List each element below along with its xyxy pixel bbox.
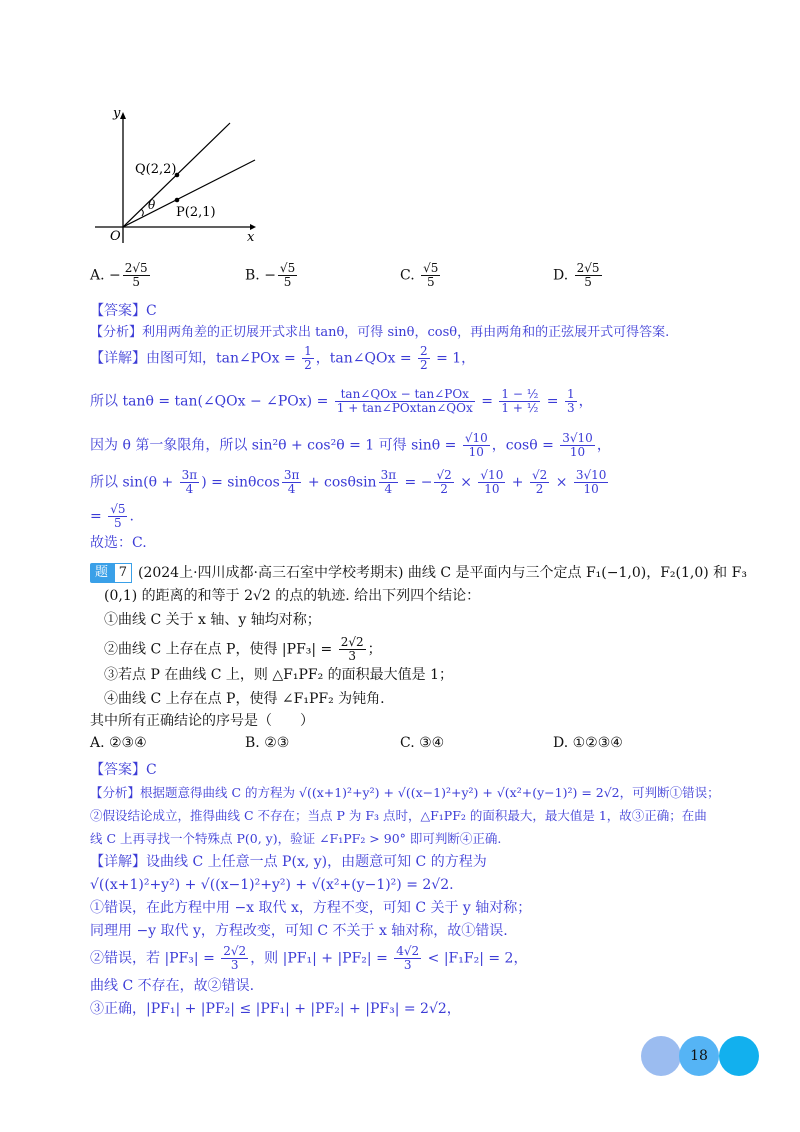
point-p xyxy=(175,198,180,203)
option-b-num: √5 xyxy=(279,261,296,275)
q7-option-b: B. ②③ xyxy=(245,735,290,751)
theta-arc xyxy=(141,209,143,216)
y-axis-arrow xyxy=(120,112,126,119)
option-c-num: √5 xyxy=(423,261,439,275)
option-d-prefix: D. xyxy=(553,267,573,284)
q7-detail-3: ①错误，在此方程中用 −x 取代 x，方程不变，可知 C 关于 y 轴对称； xyxy=(90,900,532,916)
option-c-den: 5 xyxy=(426,275,435,289)
option-b-den: 5 xyxy=(283,275,292,289)
q6-detail-5: = $\frac{√5}{5}$ . xyxy=(90,502,134,530)
q7-conclusion-4: ④曲线 C 上存在点 P，使得 ∠F₁PF₂ 为钝角. xyxy=(104,691,385,707)
q6-detail-4: 所以 sin(θ + $\frac{3\pi}{4}$ ) = sinθcos $\frac{3\pi}{4}$ + cosθsin $\frac{3\pi}{4}$ = − $\frac{√2}{2}$ × $\frac{√10}{10}$ + $\frac{√2}{2}$ × $\frac{3√10}{10}$ xyxy=(90,468,607,496)
badge-label: 题目 xyxy=(90,563,114,583)
page-indicator xyxy=(641,1036,759,1076)
q6-option-c xyxy=(400,262,442,289)
circle-right xyxy=(719,1036,759,1076)
q7-option-c: C. ③④ xyxy=(400,735,445,751)
q7-question: 其中所有正确结论的序号是（ ） xyxy=(90,713,314,729)
q7-conclusion-1: ①曲线 C 关于 x 轴、y 轴均对称； xyxy=(104,612,321,628)
option-b-prefix: B. − xyxy=(245,267,276,284)
option-a-prefix: A. − xyxy=(90,267,121,284)
page-number: 18 xyxy=(679,1036,719,1076)
q7-conclusion-2: ②曲线 C 上存在点 P，使得 |PF₃| = $\frac{2√2}{3}$ ； xyxy=(104,635,382,663)
y-axis-label: y xyxy=(113,106,121,121)
q7-detail-5: ②错误，若 |PF₃| = $\frac{2√2}{3}$ ，则 |PF₁| + |PF₂| = $\frac{4√2}{3}$ < |F₁F₂| = 2， xyxy=(90,944,528,972)
q7-option-d: D. ①②③④ xyxy=(553,735,623,751)
q7-analysis-3: 线 C 上再寻找一个特殊点 P(0, y)，验证 ∠F₁PF₂ > 90° 即可判断④正确. xyxy=(90,831,502,846)
p-label: P(2,1) xyxy=(176,205,216,220)
option-c-prefix: C. xyxy=(400,267,420,284)
q7-conclusion-3: ③若点 P 在曲线 C 上，则 △F₁PF₂ 的面积最大值是 1； xyxy=(104,667,454,683)
question-badge xyxy=(90,563,132,600)
q6-detail-1: 【详解】由图可知，tan∠POx = $\frac{1}{2}$ ，tan∠QOx = $\frac{2}{2}$ = 1， xyxy=(90,344,476,372)
q7-option-a: A. ②③④ xyxy=(90,735,147,751)
badge-number: 7 xyxy=(114,563,132,583)
q7-detail-6: 曲线 C 不存在，故②错误. xyxy=(90,978,255,994)
q6-answer: 【答案】C xyxy=(90,303,157,319)
coordinate-figure xyxy=(90,105,270,250)
option-a-den: 5 xyxy=(132,275,141,289)
q6-option-a xyxy=(90,262,152,289)
q6-option-b xyxy=(245,262,299,289)
q6-option-d xyxy=(553,262,604,289)
q7-detail-2: √((x+1)²+y²) + √((x−1)²+y²) + √(x²+(y−1)²) = 2√2. xyxy=(90,877,454,893)
q7-answer: 【答案】C xyxy=(90,762,157,778)
theta-label: θ xyxy=(148,198,156,212)
q7-analysis-1: 【分析】根据题意得曲线 C 的方程为 √((x+1)²+y²) + √((x−1)²+y²) + √(x²+(y−1)²) = 2√2，可判断①错误； xyxy=(90,785,720,800)
q7-analysis-2: ②假设结论成立，推得曲线 C 不存在；当点 P 为 F₃ 点时，△F₁PF₂ 的面积最大，最大值是 1，故③正确；在曲 xyxy=(90,808,707,823)
q6-detail-2: 所以 tanθ = tan(∠QOx − ∠POx) = $\frac{\text{tan∠QOx − tan∠POx}}{\text{1 + tan∠POxtan∠QOx}}$ = $\frac{\text{1 − ½}}{\text{1 + ½}}$ = $\frac{1}{3}$ ， xyxy=(90,387,593,415)
q7-detail-7: ③正确，|PF₁| + |PF₂| ≤ |PF₁| + |PF₂| + |PF₃| = 2√2， xyxy=(90,1001,461,1017)
x-axis-label: x xyxy=(247,230,255,245)
q-label: Q(2,2) xyxy=(135,162,177,177)
q7-detail-1: 【详解】设曲线 C 上任意一点 P(x, y)，由题意可知 C 的方程为 xyxy=(90,854,487,870)
option-d-den: 5 xyxy=(584,275,592,289)
q6-conclusion: 故选：C. xyxy=(90,535,147,551)
origin-label: O xyxy=(110,229,121,244)
circle-left xyxy=(641,1036,681,1076)
q6-analysis: 【分析】利用两角差的正切展开式求出 tanθ，可得 sinθ，cosθ，再由两角和的正弦展开式可得答案. xyxy=(90,325,670,340)
q7-stem-2: (0,1) 的距离的和等于 2√2 的点的轨迹. 给出下列四个结论： xyxy=(104,588,481,604)
q7-detail-4: 同理用 −y 取代 y，方程改变，可知 C 不关于 x 轴对称，故①错误. xyxy=(90,923,508,939)
option-a-num: 2√5 xyxy=(124,261,148,275)
option-d-num: 2√5 xyxy=(576,261,600,275)
q7-stem-1: (2024上·四川成都·高三石室中学校考期末) 曲线 C 是平面内与三个定点 F₁(−1,0)，F₂(1,0) 和 F₃ xyxy=(138,565,747,581)
q6-detail-3: 因为 θ 第一象限角，所以 sin²θ + cos²θ = 1 可得 sinθ = $\frac{√10}{10}$ ，cosθ = $\frac{3√10}{10}$ ， xyxy=(90,431,611,459)
